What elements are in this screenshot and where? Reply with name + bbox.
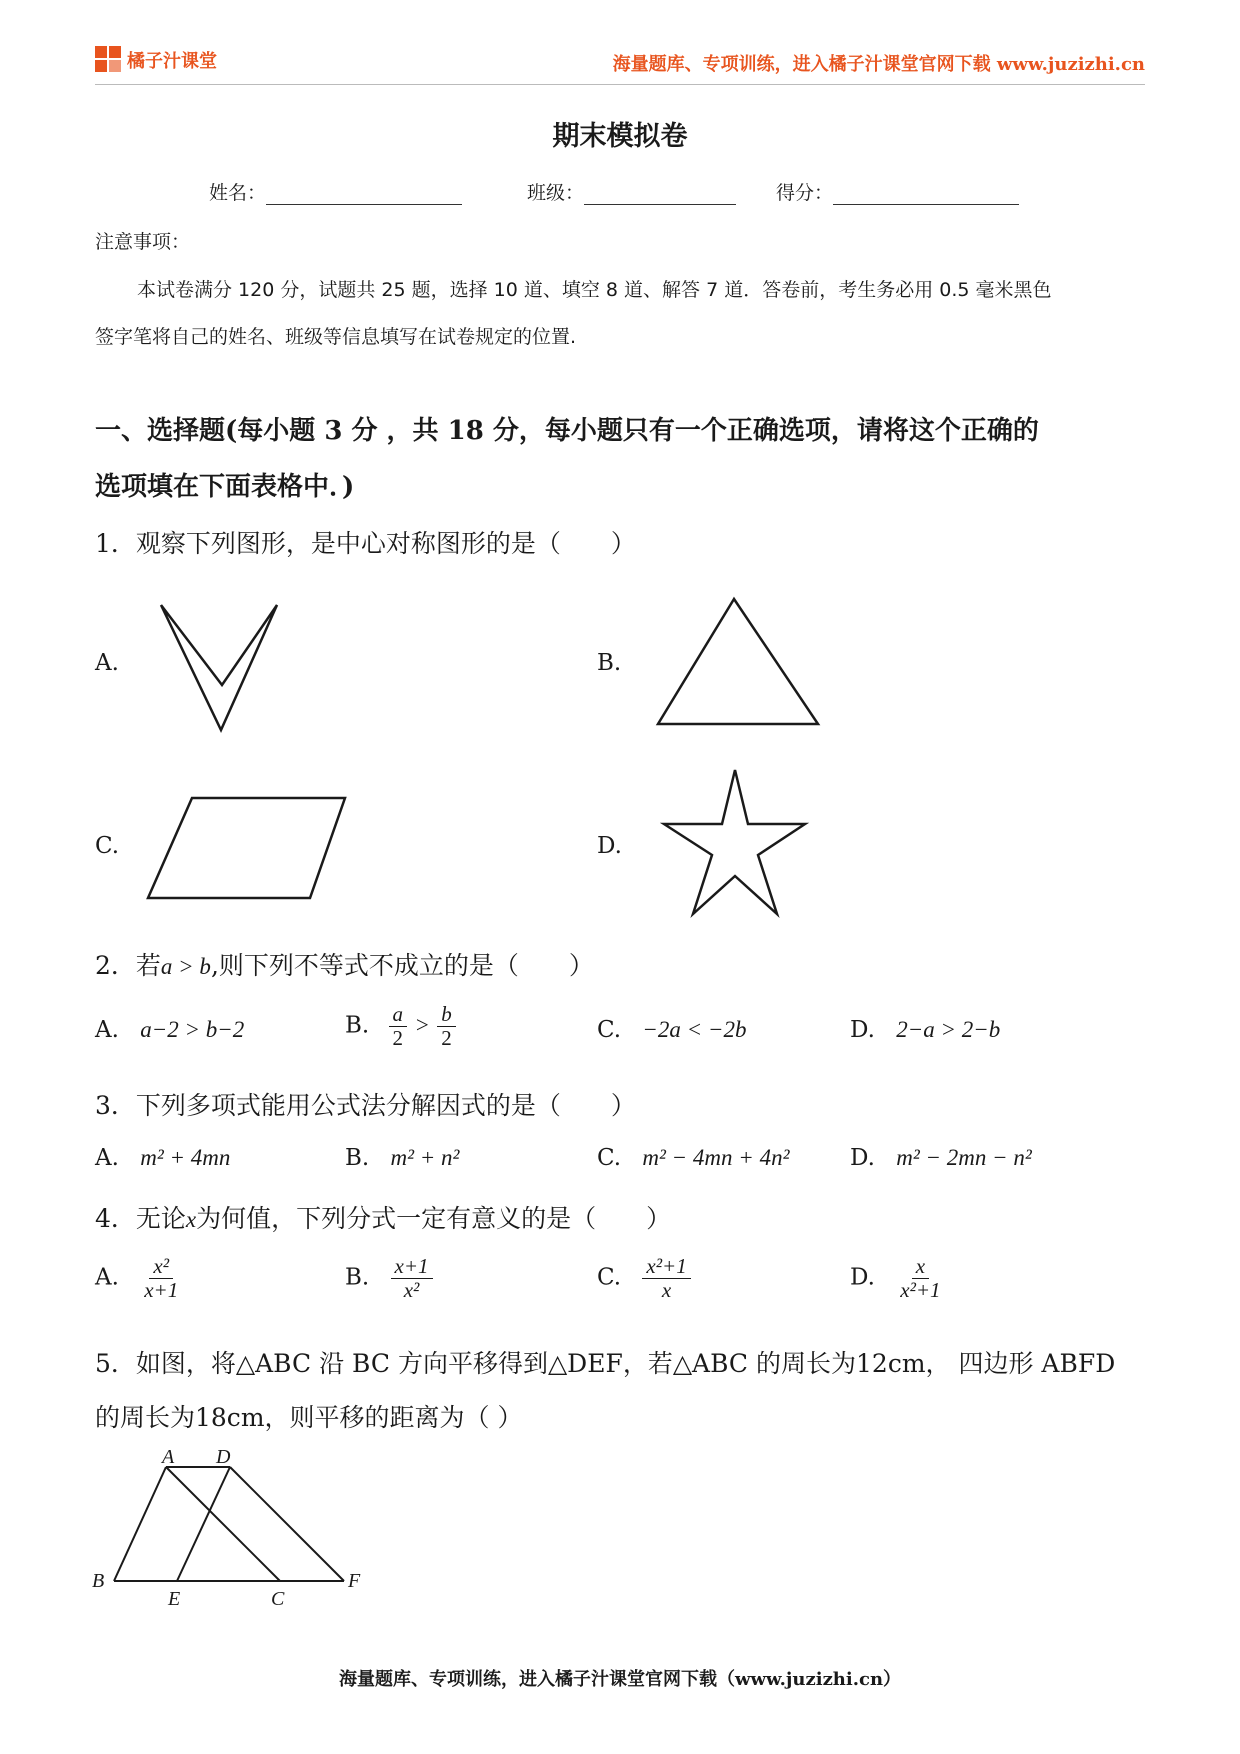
- q4-option-c-label: C.: [597, 1264, 622, 1291]
- class-field[interactable]: [527, 178, 736, 205]
- q2-option-d-expr: 2−a > 2−b: [896, 1017, 1001, 1042]
- q1-option-d-label[interactable]: D.: [597, 833, 622, 859]
- score-field[interactable]: [776, 178, 1019, 205]
- q1-figure-a-chevron: [155, 595, 285, 735]
- section-1-heading-cont: 选项填在下面表格中．): [95, 472, 355, 502]
- header-divider: [95, 84, 1145, 85]
- q2-option-c-label: C.: [597, 1017, 622, 1043]
- q2-option-c[interactable]: [597, 1017, 746, 1043]
- q2-option-b-label: B.: [345, 1012, 370, 1039]
- q1-option-a-label[interactable]: A.: [95, 650, 119, 676]
- label-B: B: [92, 1570, 105, 1592]
- q4-option-d[interactable]: [850, 1255, 945, 1302]
- q2-option-d[interactable]: [850, 1017, 1000, 1043]
- class-blank[interactable]: [584, 184, 736, 205]
- q3-option-d[interactable]: [850, 1145, 1032, 1171]
- question-5-line-1: 5．如图，将△ABC 沿 BC 方向平移得到△DEF，若△ABC 的周长为12cm， 四边形 ABFD: [95, 1349, 1116, 1378]
- q2-option-a-expr: a−2 > b−2: [140, 1017, 245, 1042]
- name-blank[interactable]: [266, 184, 462, 205]
- q3-option-d-label: D.: [850, 1145, 875, 1171]
- score-blank[interactable]: [833, 184, 1019, 205]
- q3-option-d-expr: m² − 2mn − n²: [896, 1145, 1032, 1170]
- q2-option-a-label: A.: [95, 1017, 119, 1043]
- q4-option-c[interactable]: [597, 1255, 691, 1302]
- q2-option-b-frac-1: $\frac{a}{2}$: [389, 1003, 408, 1050]
- notice-line-1: 本试卷满分 120 分，试题共 25 题，选择 10 道、填空 8 道、解答 7 道．答卷前，考生务必用 0.5 毫米黑色: [137, 279, 1052, 301]
- q4-option-a-frac: $\frac{\text{x²}}{x+1}$: [144, 1254, 179, 1303]
- label-D: D: [216, 1446, 231, 1468]
- q1-figure-c-parallelogram: [140, 790, 360, 910]
- brand-logo[interactable]: [95, 46, 217, 74]
- q3-option-c[interactable]: [597, 1145, 789, 1171]
- q4-option-a[interactable]: [95, 1255, 182, 1302]
- q1-figure-d-star: [660, 766, 810, 922]
- q2-option-b-frac-2: $\frac{b}{2}$: [437, 1003, 456, 1050]
- q4-option-d-frac: $\frac{x}{\text{x²+1}}$: [900, 1254, 941, 1303]
- footer-slogan[interactable]: 海量题库、专项训练，进入橘子汁课堂官网下载（www.juzizhi.cn）: [338, 1669, 902, 1690]
- q3-option-a-expr: m² + 4mn: [140, 1145, 231, 1170]
- q2-num: 2．若: [95, 951, 161, 980]
- q1-option-b-label[interactable]: B.: [597, 650, 622, 676]
- q3-option-c-expr: m² − 4mn + 4n²: [642, 1145, 790, 1170]
- q3-option-a-label: A.: [95, 1145, 119, 1171]
- q3-option-c-label: C.: [597, 1145, 622, 1171]
- notice-heading: 注意事项：: [95, 231, 191, 253]
- label-F: F: [348, 1570, 361, 1592]
- q2-option-b-op: >: [414, 1012, 430, 1038]
- q4-option-c-frac: $\frac{\text{x²+1}}{x}$: [642, 1255, 690, 1302]
- q1-figure-b-triangle: [650, 592, 830, 732]
- q2-condition: a > b: [160, 954, 211, 979]
- name-field[interactable]: [209, 178, 462, 205]
- q5-translation-figure: [90, 1445, 380, 1615]
- label-A: A: [162, 1446, 175, 1468]
- question-5-line-2: 的周长为18cm，则平移的距离为（ ）: [95, 1403, 523, 1432]
- header-slogan[interactable]: 海量题库、专项训练，进入橘子汁课堂官网下载 www.juzizhi.cn: [612, 54, 1145, 75]
- name-label: 姓名：: [209, 182, 267, 204]
- q2-option-c-expr: −2a < −2b: [642, 1017, 747, 1042]
- question-2-stem: [95, 946, 594, 982]
- question-3-stem: 3．下列多项式能用公式法分解因式的是（ ）: [95, 1091, 636, 1120]
- q3-option-b-expr: m² + n²: [390, 1145, 460, 1170]
- class-label: 班级：: [527, 182, 585, 204]
- q4-pre: 4．无论: [95, 1204, 186, 1233]
- q2-option-d-label: D.: [850, 1017, 875, 1043]
- label-E: E: [168, 1588, 181, 1610]
- q2-option-b[interactable]: [345, 1003, 456, 1050]
- q3-option-b-label: B.: [345, 1145, 370, 1171]
- q4-var: x: [185, 1207, 197, 1232]
- logo-text: 橘子汁课堂: [127, 51, 217, 72]
- q1-option-c-label[interactable]: C.: [95, 833, 120, 859]
- q3-option-a[interactable]: [95, 1145, 230, 1171]
- label-C: C: [271, 1588, 285, 1610]
- q2-option-a[interactable]: [95, 1017, 244, 1043]
- question-1-stem: 1．观察下列图形，是中心对称图形的是（ ）: [95, 529, 636, 558]
- question-4-stem: [95, 1199, 671, 1235]
- score-label: 得分：: [776, 182, 834, 204]
- q4-option-b-frac: $\frac{x+1}{\text{x²}}$: [391, 1255, 433, 1302]
- section-1-heading: 一、选择题(每小题 3 分 ，共 18 分，每小题只有一个正确选项，请将这个正确的: [95, 416, 1039, 446]
- q4-post: 为何值，下列分式一定有意义的是（ ）: [196, 1204, 672, 1233]
- page-title: 期末模拟卷: [552, 121, 688, 152]
- segment-AB: [114, 1467, 166, 1581]
- segment-DF: [230, 1467, 344, 1581]
- logo-icon: [95, 46, 123, 74]
- q4-option-d-label: D.: [850, 1264, 875, 1291]
- q3-option-b[interactable]: [345, 1145, 459, 1171]
- q4-option-b-label: B.: [345, 1264, 370, 1291]
- q4-option-a-label: A.: [95, 1264, 119, 1291]
- notice-line-2: 签字笔将自己的姓名、班级等信息填写在试卷规定的位置.: [95, 326, 577, 348]
- q2-rest: ,则下列不等式不成立的是（ ）: [210, 951, 594, 980]
- q4-option-b[interactable]: [345, 1255, 433, 1302]
